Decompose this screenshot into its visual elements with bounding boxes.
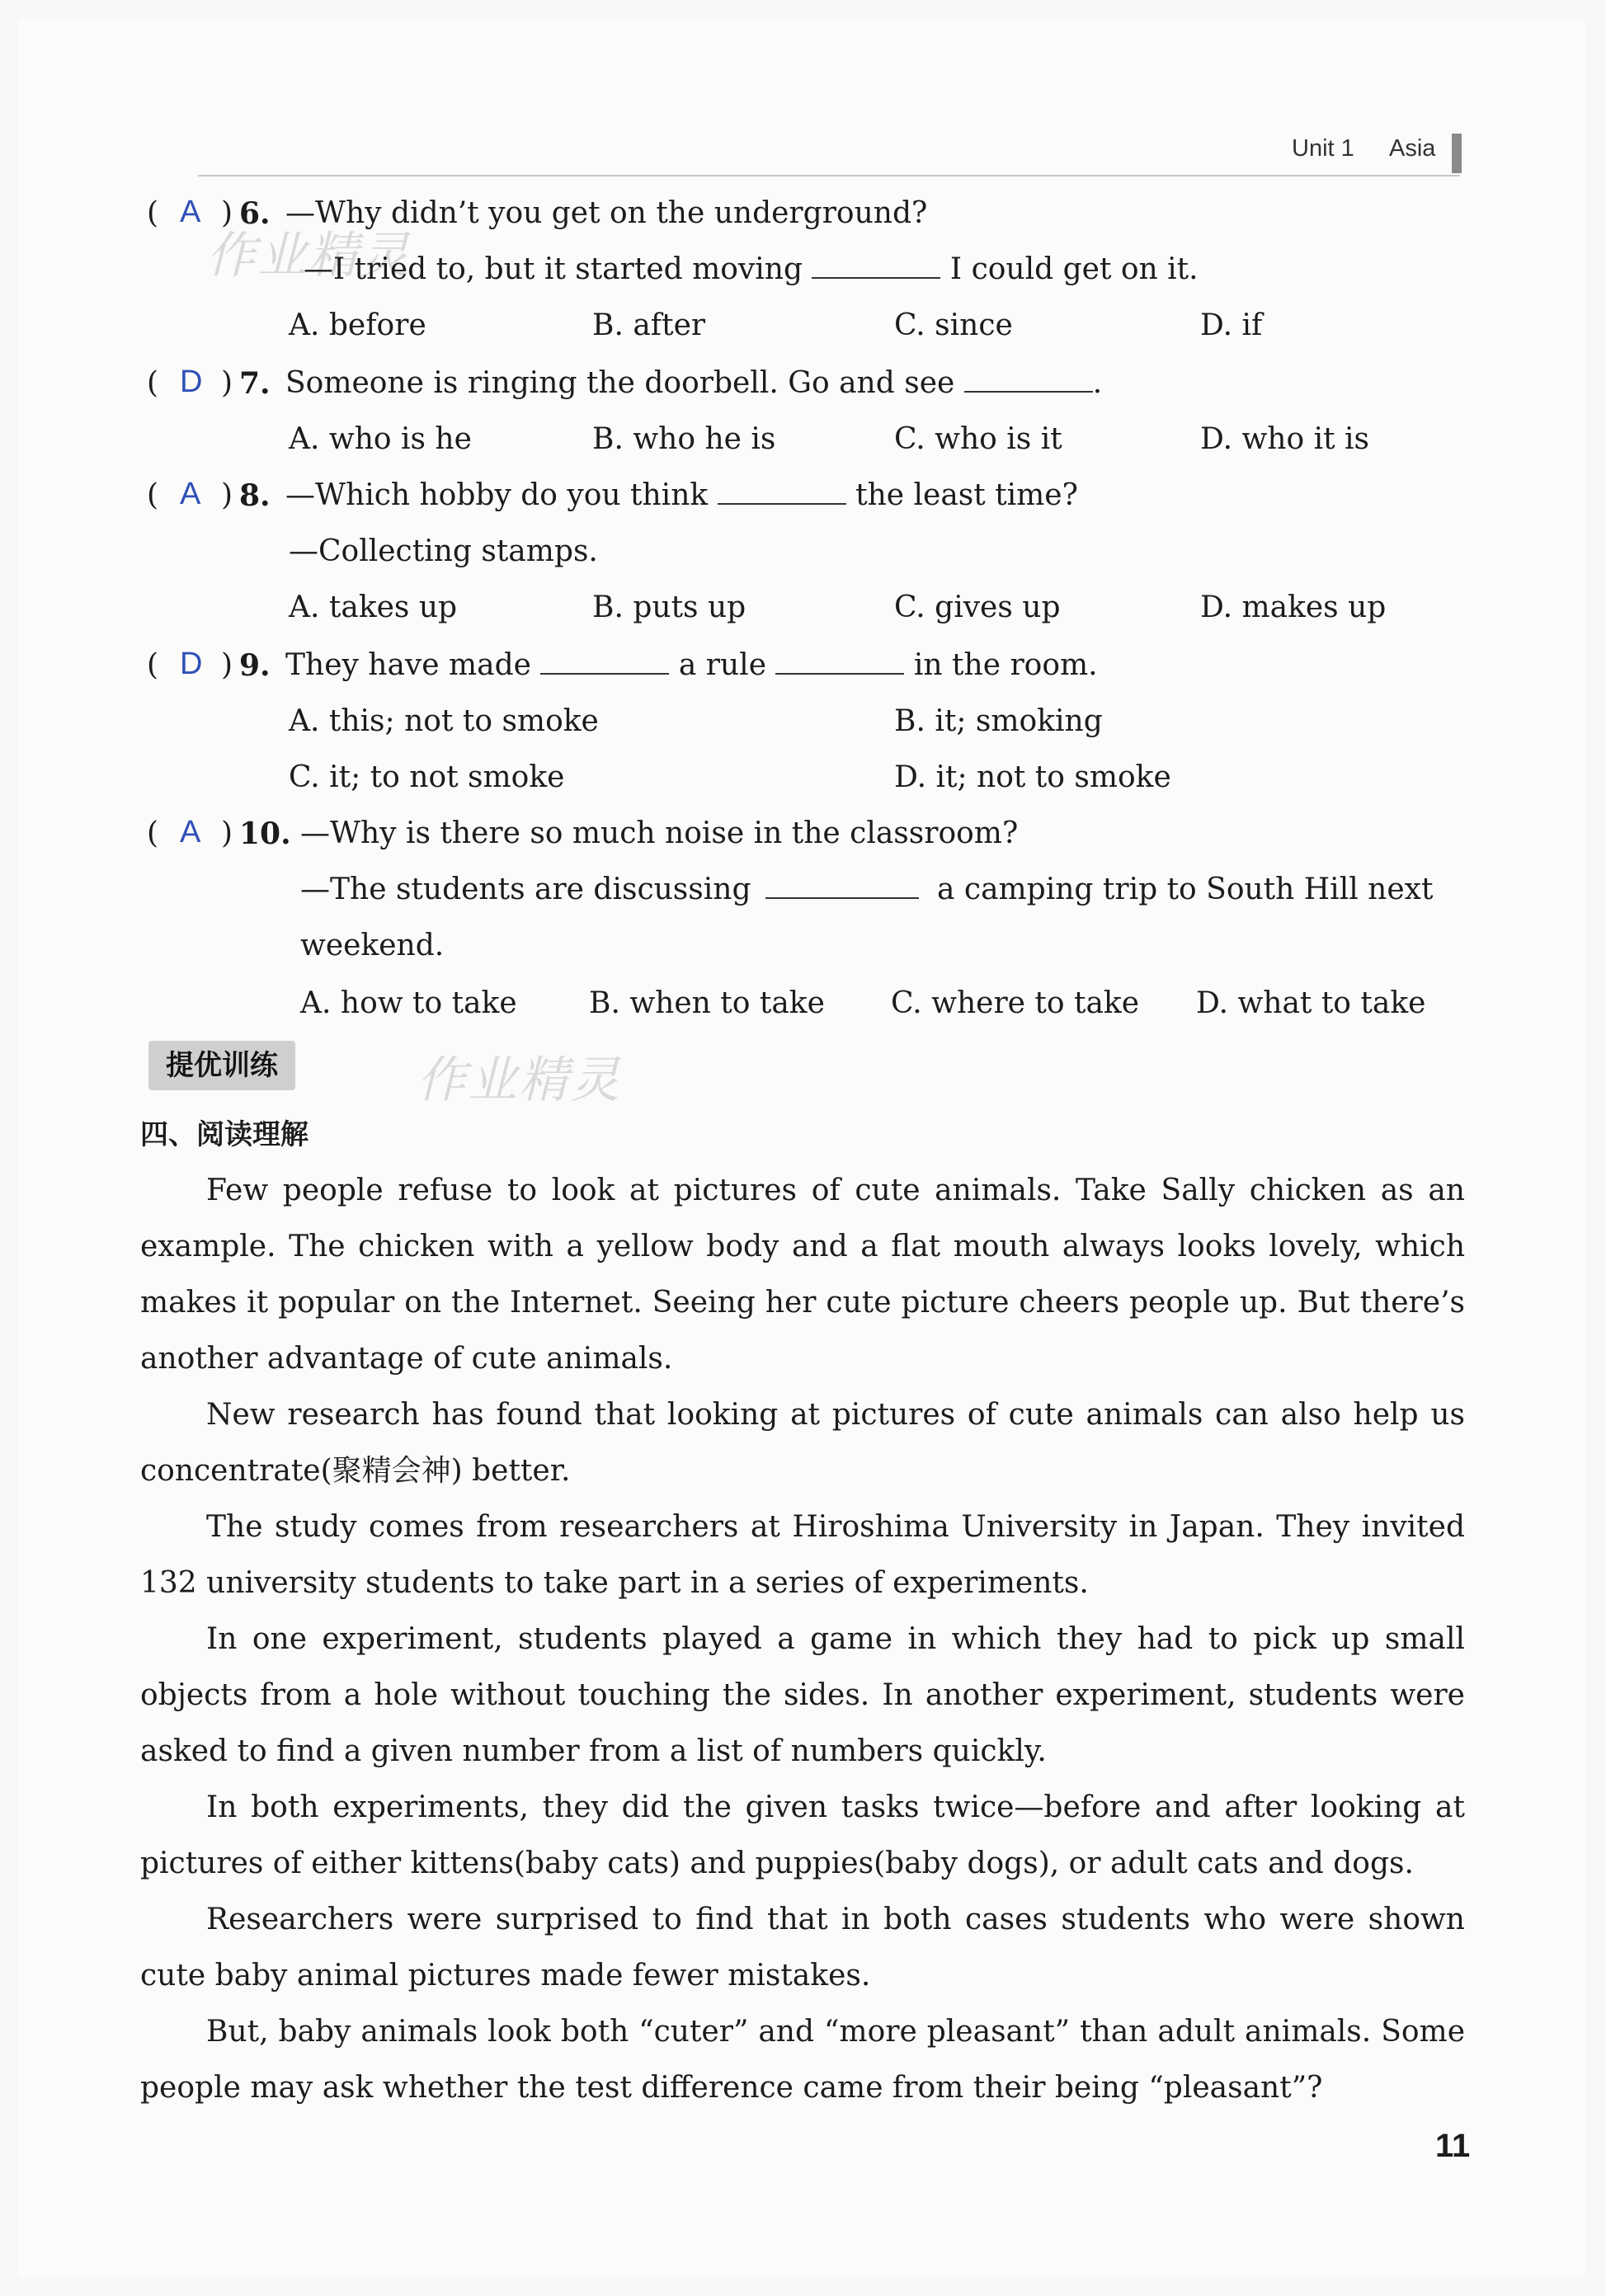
- answer-mark: A: [180, 477, 201, 511]
- question-number: 6.: [239, 196, 271, 231]
- question-10: ( A ) 10. —Why is there so much noise in the classroom?: [147, 815, 1019, 851]
- paragraph: In both experiments, they did the given tasks twice—before and after looking at pictures of either kittens(baby cats) and puppies(baby dogs), or adult cats and dogs.: [140, 1790, 1465, 1880]
- question-number: 8.: [239, 478, 271, 513]
- question-stem: —Why didn’t you get on the underground?: [285, 196, 928, 230]
- option: C. who is it: [894, 422, 1062, 456]
- option: D. it; not to smoke: [894, 760, 1171, 794]
- answer-blank: [540, 648, 669, 675]
- running-header: [1270, 134, 1468, 175]
- option: D. if: [1200, 308, 1263, 342]
- answer-blank: [812, 252, 940, 279]
- header-rule: [198, 175, 1460, 176]
- option: A. how to take: [300, 986, 517, 1020]
- question-number: 9.: [239, 648, 271, 683]
- section-title: 四、阅读理解: [140, 1118, 308, 1151]
- question-6-reply: —I tried to, but it started moving I could get on it.: [304, 252, 1199, 286]
- reading-passage: [140, 1163, 1465, 2116]
- answer-blank: [964, 366, 1093, 393]
- option: B. who he is: [592, 422, 776, 456]
- paragraph: In one experiment, students played a game in which they had to pick up small objects from a hole without touching the sides. In another experiment, students were asked to find a given number from a list of numbers quickly.: [140, 1622, 1465, 1768]
- paragraph: But, baby animals look both “cuter” and “more pleasant” than adult animals. Some people may ask whether the test difference came from their being “pleasant”?: [140, 2015, 1465, 2105]
- header-bar: [1452, 134, 1462, 173]
- watermark: 作业精灵: [417, 1052, 621, 1109]
- page-number: 11: [1435, 2128, 1471, 2164]
- paragraph: New research has found that looking at pictures of cute animals can also help us concentrate(聚精会神) better.: [140, 1398, 1465, 1488]
- question-number: 7.: [239, 366, 271, 401]
- option: D. who it is: [1200, 422, 1369, 456]
- option: B. puts up: [592, 590, 746, 624]
- question-number: 10.: [239, 816, 291, 851]
- option: A. takes up: [289, 590, 458, 624]
- option: C. gives up: [894, 590, 1061, 624]
- question-stem: —Which hobby do you think the least time?: [285, 478, 1078, 512]
- question-9: ( D ) 9. They have made a rule in the room.: [147, 647, 1098, 683]
- option: C. since: [894, 308, 1013, 342]
- answer-blank: [718, 478, 846, 505]
- option: B. after: [592, 308, 706, 342]
- option: D. what to take: [1196, 986, 1426, 1020]
- paragraph: Researchers were surprised to find that in both cases students who were shown cute baby animal pictures made fewer mistakes.: [140, 1903, 1465, 1993]
- paragraph: The study comes from researchers at Hiroshima University in Japan. They invited 132 university students to take part in a series of experiments.: [140, 1510, 1465, 1600]
- option: A. this; not to smoke: [289, 704, 599, 738]
- question-8-reply: —Collecting stamps.: [289, 534, 598, 568]
- answer-mark: A: [180, 815, 201, 849]
- answer-mark: A: [180, 195, 201, 229]
- option: C. where to take: [891, 986, 1140, 1020]
- question-10-reply-end: a camping trip to South Hill next: [937, 873, 1434, 906]
- question-7: ( D ) 7. Someone is ringing the doorbell. Go and see .: [147, 365, 1103, 401]
- answer-blank-10: [765, 873, 919, 906]
- question-stem: Someone is ringing the doorbell. Go and see .: [285, 366, 1103, 400]
- question-10-reply: —The students are discussing: [300, 873, 751, 906]
- option: B. when to take: [589, 986, 825, 1020]
- question-10-reply-cont: weekend.: [300, 929, 445, 962]
- option: A. who is he: [289, 422, 472, 456]
- option: B. it; smoking: [894, 704, 1103, 738]
- question-stem: They have made a rule in the room.: [285, 648, 1098, 682]
- header-unit: Unit 1: [1292, 135, 1354, 162]
- answer-mark: D: [180, 365, 203, 399]
- option: D. makes up: [1200, 590, 1387, 624]
- option: A. before: [289, 308, 426, 342]
- section-badge: 提优训练: [148, 1041, 295, 1090]
- header-title: Asia: [1389, 135, 1436, 162]
- option: C. it; to not smoke: [289, 760, 565, 794]
- question-stem: —Why is there so much noise in the classroom?: [300, 816, 1019, 850]
- paragraph: Few people refuse to look at pictures of cute animals. Take Sally chicken as an example. The chicken with a yellow body and a flat mouth always looks lovely, which makes it popular on the Internet. Seeing her cute picture cheers people up. But there’s another advantage of cute animals.: [140, 1174, 1465, 1376]
- answer-blank: [775, 648, 904, 675]
- answer-mark: D: [180, 647, 203, 681]
- question-6: ( A ) 6. —Why didn’t you get on the underground?: [147, 195, 928, 231]
- question-8: ( A ) 8. —Which hobby do you think the least time?: [147, 477, 1078, 513]
- watermark: 作业精灵: [206, 227, 411, 285]
